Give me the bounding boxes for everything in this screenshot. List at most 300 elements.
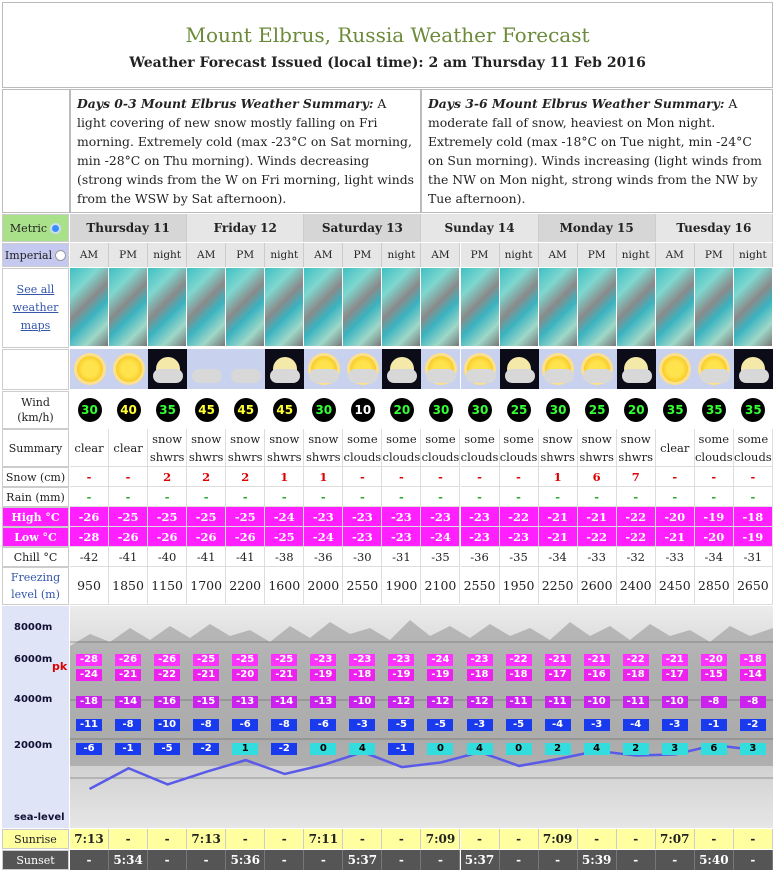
period-header: night — [500, 243, 539, 267]
high-temp-cell: -25 — [148, 507, 187, 527]
chill-cell: -40 — [148, 547, 187, 567]
sunset-cell: 5:34 — [109, 850, 148, 870]
chart-temp-badge: -2 — [271, 743, 297, 755]
chart-temp-badge: -10 — [154, 719, 180, 731]
weather-map-thumbnail[interactable] — [304, 268, 343, 346]
wind-cell — [304, 393, 343, 427]
sun-cloud-icon — [343, 349, 382, 389]
period-header: PM — [109, 243, 148, 267]
sunrise-cell: 7:11 — [304, 829, 343, 849]
chart-temp-badge: -21 — [193, 669, 219, 681]
period-header: night — [148, 243, 187, 267]
wind-speed-badge: 35 — [741, 398, 765, 422]
chart-temp-badge: 4 — [584, 743, 610, 755]
summary-text: A moderate fall of snow, heaviest on Mon night. Extremely cold (max -18°C on Tue night, min -24°C on Sun morning). Winds increasing (light winds from the NW on Mon night, strong winds from the NW by Tue afternoon). — [428, 96, 762, 206]
rain-cell: - — [187, 487, 226, 507]
wind-speed-badge: 10 — [351, 398, 375, 422]
moon-snow-icon — [265, 349, 304, 389]
summary-cell — [539, 429, 578, 467]
day-header: Friday 12 — [187, 214, 304, 242]
weather-map-thumbnail[interactable] — [734, 268, 773, 346]
low-temp-cell: -22 — [617, 527, 656, 547]
sun-snow-icon — [578, 349, 617, 389]
chill-cell: -33 — [578, 547, 617, 567]
chart-temp-badge: -20 — [232, 669, 258, 681]
summary-text: clouds — [694, 449, 733, 464]
weather-map-thumbnail[interactable] — [656, 268, 695, 346]
summary-text: shwrs — [306, 449, 341, 464]
chart-temp-badge: -25 — [232, 654, 258, 666]
summary-cell — [265, 429, 304, 467]
wind-cell — [461, 393, 500, 427]
low-temp-cell: -24 — [304, 527, 343, 547]
freezing-level-cell: 2550 — [343, 567, 382, 605]
weather-map-thumbnail[interactable] — [421, 268, 460, 346]
wind-cell — [187, 393, 226, 427]
chart-temp-badge: 0 — [310, 743, 336, 755]
summary-text: snow — [191, 431, 222, 446]
sunset-cell: - — [500, 850, 539, 870]
summary-days-3-6 — [421, 89, 773, 213]
low-temp-cell: -23 — [343, 527, 382, 547]
sunset-label: Sunset — [2, 850, 69, 870]
weather-map-thumbnail[interactable] — [539, 268, 578, 346]
wind-cell — [226, 393, 265, 427]
maps-link-line2[interactable]: weather — [12, 301, 59, 314]
chart-temp-badge: -24 — [427, 654, 453, 666]
wind-cell — [539, 393, 578, 427]
chart-temp-badge: -18 — [76, 696, 102, 708]
chart-temp-badge: -19 — [310, 669, 336, 681]
freezing-level-cell: 2600 — [578, 567, 617, 605]
chill-cell: -41 — [226, 547, 265, 567]
chill-cell: -35 — [421, 547, 460, 567]
wind-speed-badge: 20 — [390, 398, 414, 422]
rain-cell: - — [421, 487, 460, 507]
wind-speed-badge: 35 — [156, 398, 180, 422]
chart-temp-badge: -20 — [701, 654, 727, 666]
maps-link-line1[interactable]: See all — [16, 283, 55, 296]
page-title: Mount Elbrus, Russia Weather Forecast — [185, 23, 590, 47]
sunset-cell: - — [421, 850, 460, 870]
rain-cell: - — [578, 487, 617, 507]
summary-cell — [695, 429, 734, 467]
wind-speed-badge: 45 — [195, 398, 219, 422]
summary-text: some — [698, 431, 730, 446]
sun-icon — [656, 349, 695, 389]
rain-cell: - — [304, 487, 343, 507]
wind-speed-badge: 45 — [234, 398, 258, 422]
wind-unit: (km/h) — [17, 411, 54, 424]
chart-temp-badge: -17 — [545, 669, 571, 681]
summary-text: shwrs — [579, 449, 614, 464]
chart-temp-badge: -18 — [740, 654, 766, 666]
weather-map-thumbnail[interactable] — [461, 268, 500, 346]
summary-text: snow — [269, 431, 300, 446]
mountain-silhouette — [70, 606, 773, 828]
weather-map-thumbnail[interactable] — [226, 268, 265, 346]
snow-cell: 6 — [578, 467, 617, 487]
chart-temp-badge: -11 — [76, 719, 102, 731]
sunrise-cell: - — [343, 829, 382, 849]
sunset-cell: - — [304, 850, 343, 870]
chart-temp-badge: -18 — [349, 669, 375, 681]
summary-text: some — [386, 431, 417, 446]
freezing-label-line1: Freezing — [10, 571, 61, 584]
weather-map-thumbnail[interactable] — [109, 268, 148, 346]
chart-temp-badge: -23 — [467, 654, 493, 666]
chart-temp-badge: -1 — [701, 719, 727, 731]
freezing-label — [2, 567, 69, 605]
header — [2, 2, 773, 88]
sunrise-cell: 7:09 — [421, 829, 460, 849]
freezing-level-cell: 2200 — [226, 567, 265, 605]
chart-temp-badge: -23 — [388, 654, 414, 666]
chart-temp-badge: -26 — [154, 654, 180, 666]
weather-map-thumbnail[interactable] — [187, 268, 226, 346]
summary-cell — [70, 429, 109, 467]
chart-temp-badge: -14 — [271, 696, 297, 708]
weather-map-thumbnail[interactable] — [382, 268, 421, 346]
wind-speed-badge: 35 — [663, 398, 687, 422]
maps-link-line3[interactable]: maps — [20, 319, 51, 332]
sunrise-cell: 7:09 — [539, 829, 578, 849]
freezing-level-cell: 950 — [70, 567, 109, 605]
metric-toggle[interactable] — [2, 214, 69, 242]
chart-temp-badge: -5 — [506, 719, 532, 731]
high-temp-cell: -23 — [304, 507, 343, 527]
chart-temp-badge: -3 — [584, 719, 610, 731]
high-temp-cell: -24 — [265, 507, 304, 527]
sunset-cell: - — [382, 850, 421, 870]
high-temp-cell: -23 — [343, 507, 382, 527]
chart-temp-badge: 6 — [701, 743, 727, 755]
summary-text: snow — [542, 431, 573, 446]
sunrise-label: Sunrise — [2, 829, 69, 849]
alt-6000: 6000m — [14, 654, 53, 665]
chart-temp-badge: -14 — [115, 696, 141, 708]
chart-temp-badge: 1 — [232, 743, 258, 755]
snow-cell: - — [382, 467, 421, 487]
snow-cell: - — [70, 467, 109, 487]
radio-selected-icon — [50, 223, 61, 234]
see-all-maps-link[interactable] — [2, 268, 69, 348]
sunset-cell: - — [734, 850, 773, 870]
sun-cloud-icon — [304, 349, 343, 389]
high-temp-cell: -22 — [617, 507, 656, 527]
low-temp-cell: -23 — [500, 527, 539, 547]
chart-temp-badge: 4 — [349, 743, 375, 755]
snow-cell: 1 — [304, 467, 343, 487]
wind-cell — [734, 393, 773, 427]
rain-cell: - — [343, 487, 382, 507]
snow-cell: - — [343, 467, 382, 487]
chart-temp-badge: -16 — [584, 669, 610, 681]
period-header: AM — [421, 243, 460, 267]
summary-text: shwrs — [149, 449, 185, 464]
chart-temp-badge: -15 — [701, 669, 727, 681]
weather-map-thumbnail[interactable] — [617, 268, 656, 346]
sunrise-cell: - — [109, 829, 148, 849]
chart-temp-badge: -18 — [506, 669, 532, 681]
wind-cell — [656, 393, 695, 427]
sunset-cell: 5:39 — [578, 850, 617, 870]
chill-cell: -34 — [695, 547, 734, 567]
chart-temp-badge: 2 — [545, 743, 571, 755]
chart-temp-badge: -21 — [662, 654, 688, 666]
weather-map-thumbnail[interactable] — [500, 268, 539, 346]
chart-temp-badge: -3 — [467, 719, 493, 731]
chart-temp-badge: -6 — [76, 743, 102, 755]
chart-temp-badge: -25 — [271, 654, 297, 666]
rain-cell: - — [382, 487, 421, 507]
chart-temp-badge: -8 — [701, 696, 727, 708]
period-header: PM — [578, 243, 617, 267]
weather-map-thumbnail[interactable] — [695, 268, 734, 346]
chart-temp-badge: -2 — [740, 719, 766, 731]
chill-cell: -31 — [734, 547, 773, 567]
sun-cloud-icon — [421, 349, 460, 389]
rain-cell: - — [539, 487, 578, 507]
sunset-cell: 5:40 — [695, 850, 734, 870]
sunrise-cell: - — [617, 829, 656, 849]
summary-text: clouds — [421, 449, 460, 464]
rain-cell: - — [734, 487, 773, 507]
summary-text: snow — [620, 431, 651, 446]
period-header: PM — [226, 243, 265, 267]
chart-temp-badge: -11 — [623, 696, 649, 708]
summary-text: clear — [660, 440, 690, 455]
wind-cell — [343, 393, 382, 427]
rain-cell: - — [461, 487, 500, 507]
chart-temp-badge: -1 — [115, 743, 141, 755]
chart-temp-badge: -6 — [310, 719, 336, 731]
moon-snow-icon — [617, 349, 656, 389]
chart-temp-badge: -10 — [662, 696, 688, 708]
chart-temp-badge: -3 — [662, 719, 688, 731]
wind-speed-badge: 30 — [546, 398, 570, 422]
wind-cell — [148, 393, 187, 427]
wind-speed-badge: 25 — [585, 398, 609, 422]
alt-4000: 4000m — [14, 694, 53, 705]
sunset-cell: 5:37 — [343, 850, 382, 870]
summary-cell — [617, 429, 656, 467]
chart-temp-badge: -24 — [76, 669, 102, 681]
moon-cloud-icon — [734, 349, 773, 389]
summary-text: some — [503, 431, 534, 446]
chart-temp-badge: -12 — [427, 696, 453, 708]
chill-cell: -34 — [539, 547, 578, 567]
chart-temp-badge: -1 — [388, 743, 414, 755]
chill-cell: -41 — [187, 547, 226, 567]
peak-label: pk — [52, 660, 68, 673]
day-header: Monday 15 — [539, 214, 656, 242]
sunrise-cell: 7:13 — [70, 829, 109, 849]
weather-map-thumbnail[interactable] — [148, 268, 187, 346]
wind-cell — [421, 393, 460, 427]
wind-label — [2, 391, 69, 429]
weather-map-thumbnail[interactable] — [265, 268, 304, 346]
low-temp-cell: -26 — [148, 527, 187, 547]
high-temp-cell: -25 — [226, 507, 265, 527]
day-header: Tuesday 16 — [656, 214, 773, 242]
sunrise-cell: - — [500, 829, 539, 849]
high-temp-cell: -22 — [500, 507, 539, 527]
chart-temp-badge: -21 — [115, 669, 141, 681]
sunrise-cell: - — [226, 829, 265, 849]
wind-speed-badge: 40 — [117, 398, 141, 422]
chill-cell: -33 — [656, 547, 695, 567]
chart-temp-badge: -26 — [115, 654, 141, 666]
summary-text: some — [425, 431, 456, 446]
chart-temp-badge: 3 — [662, 743, 688, 755]
rain-cell: - — [148, 487, 187, 507]
rain-cell: - — [500, 487, 539, 507]
chill-cell: -36 — [304, 547, 343, 567]
chart-temp-badge: -23 — [349, 654, 375, 666]
chart-temp-badge: -22 — [506, 654, 532, 666]
day-header: Saturday 13 — [304, 214, 421, 242]
period-header: AM — [70, 243, 109, 267]
snow-cell: - — [734, 467, 773, 487]
low-temp-cell: -23 — [382, 527, 421, 547]
sunset-cell: 5:37 — [461, 850, 500, 870]
chart-temp-badge: -8 — [115, 719, 141, 731]
freezing-level-cell: 1150 — [148, 567, 187, 605]
summary-cell — [187, 429, 226, 467]
freezing-level-cell: 2100 — [421, 567, 460, 605]
summary-cell — [304, 429, 343, 467]
high-temp-cell: -26 — [70, 507, 109, 527]
freezing-label-line2: level (m) — [11, 588, 60, 601]
sunset-cell: - — [70, 850, 109, 870]
period-header: night — [617, 243, 656, 267]
chart-temp-badge: -6 — [232, 719, 258, 731]
period-header: night — [382, 243, 421, 267]
chill-cell: -35 — [500, 547, 539, 567]
period-header: PM — [343, 243, 382, 267]
chart-temp-badge: 0 — [427, 743, 453, 755]
sunset-cell: 5:36 — [226, 850, 265, 870]
summary-text: shwrs — [188, 449, 224, 464]
chill-cell: -38 — [265, 547, 304, 567]
summary-text: shwrs — [227, 449, 263, 464]
wind-speed-badge: 20 — [624, 398, 648, 422]
period-header: AM — [187, 243, 226, 267]
summary-text: clouds — [343, 449, 382, 464]
sunset-cell: - — [617, 850, 656, 870]
chart-temp-badge: -2 — [193, 743, 219, 755]
snow-cell: 1 — [265, 467, 304, 487]
chart-temp-badge: -17 — [662, 669, 688, 681]
high-temp-cell: -23 — [382, 507, 421, 527]
summary-cell — [461, 429, 500, 467]
summary-text: shwrs — [618, 449, 653, 464]
summary-text: some — [347, 431, 378, 446]
chart-temp-badge: -19 — [427, 669, 453, 681]
weather-map-thumbnail[interactable] — [343, 268, 382, 346]
rain-cell: - — [226, 487, 265, 507]
freezing-level-cell: 1600 — [265, 567, 304, 605]
day-header: Thursday 11 — [70, 214, 187, 242]
chart-temp-badge: 0 — [506, 743, 532, 755]
moon-cloud-icon — [500, 349, 539, 389]
period-header: PM — [461, 243, 500, 267]
chart-temp-badge: -5 — [154, 743, 180, 755]
imperial-toggle[interactable] — [2, 243, 69, 267]
summary-text: clouds — [460, 449, 499, 464]
chart-temp-badge: -8 — [271, 719, 297, 731]
low-temp-cell: -23 — [461, 527, 500, 547]
sun-snow-icon — [539, 349, 578, 389]
summary-text: snow — [308, 431, 339, 446]
cloud-snow-icon — [226, 349, 265, 389]
summary-text: some — [737, 431, 769, 446]
summary-text: A light covering of new snow mostly falling on Fri morning. Extremely cold (max -23°C on Sat morning, min -28°C on Thu morning). Winds decreasing (strong winds from the W on Fri morning, light winds from the WSW by Sat afternoon). — [77, 96, 415, 206]
chart-temp-badge: -10 — [349, 696, 375, 708]
rain-cell: - — [617, 487, 656, 507]
chill-cell: -36 — [461, 547, 500, 567]
low-temp-cell: -25 — [265, 527, 304, 547]
snow-cell: 7 — [617, 467, 656, 487]
chill-cell: -30 — [343, 547, 382, 567]
sun-cloud-icon — [695, 349, 734, 389]
chart-temp-badge: -8 — [740, 696, 766, 708]
period-header: night — [265, 243, 304, 267]
altitude-axis — [2, 606, 69, 828]
sunrise-cell: 7:13 — [187, 829, 226, 849]
low-temp-cell: -26 — [226, 527, 265, 547]
wind-speed-badge: 35 — [702, 398, 726, 422]
wind-cell — [265, 393, 304, 427]
snow-cell: - — [461, 467, 500, 487]
summary-text: clouds — [499, 449, 538, 464]
summary-text: snow — [152, 431, 183, 446]
summary-days-0-3 — [70, 89, 421, 213]
chart-temp-badge: -13 — [310, 696, 336, 708]
high-label: High °C — [2, 507, 69, 527]
high-temp-cell: -25 — [187, 507, 226, 527]
period-header: night — [734, 243, 773, 267]
low-temp-cell: -26 — [187, 527, 226, 547]
high-temp-cell: -21 — [539, 507, 578, 527]
sunset-cell: - — [148, 850, 187, 870]
freezing-level-cell: 2550 — [461, 567, 500, 605]
chart-temp-badge: -21 — [271, 669, 297, 681]
chart-temp-badge: -11 — [506, 696, 532, 708]
rain-label: Rain (mm) — [2, 487, 69, 507]
low-temp-cell: -21 — [539, 527, 578, 547]
snow-label: Snow (cm) — [2, 467, 69, 487]
sun-cloud-icon — [461, 349, 500, 389]
chart-temp-badge: -11 — [545, 696, 571, 708]
summary-cell — [734, 429, 773, 467]
chart-temp-badge: 3 — [740, 743, 766, 755]
weather-map-thumbnail[interactable] — [70, 268, 109, 346]
chart-temp-badge: -8 — [193, 719, 219, 731]
sunset-cell: - — [656, 850, 695, 870]
snow-cell: - — [656, 467, 695, 487]
temperature-altitude-chart — [70, 606, 773, 828]
chill-cell: -41 — [109, 547, 148, 567]
summary-text: shwrs — [540, 449, 575, 464]
moon-cloud-icon — [382, 349, 421, 389]
chart-temp-badge: -19 — [388, 669, 414, 681]
wind-label-text: Wind — [21, 396, 50, 409]
weather-map-thumbnail[interactable] — [578, 268, 617, 346]
chart-temp-badge: -21 — [584, 654, 610, 666]
rain-cell: - — [656, 487, 695, 507]
